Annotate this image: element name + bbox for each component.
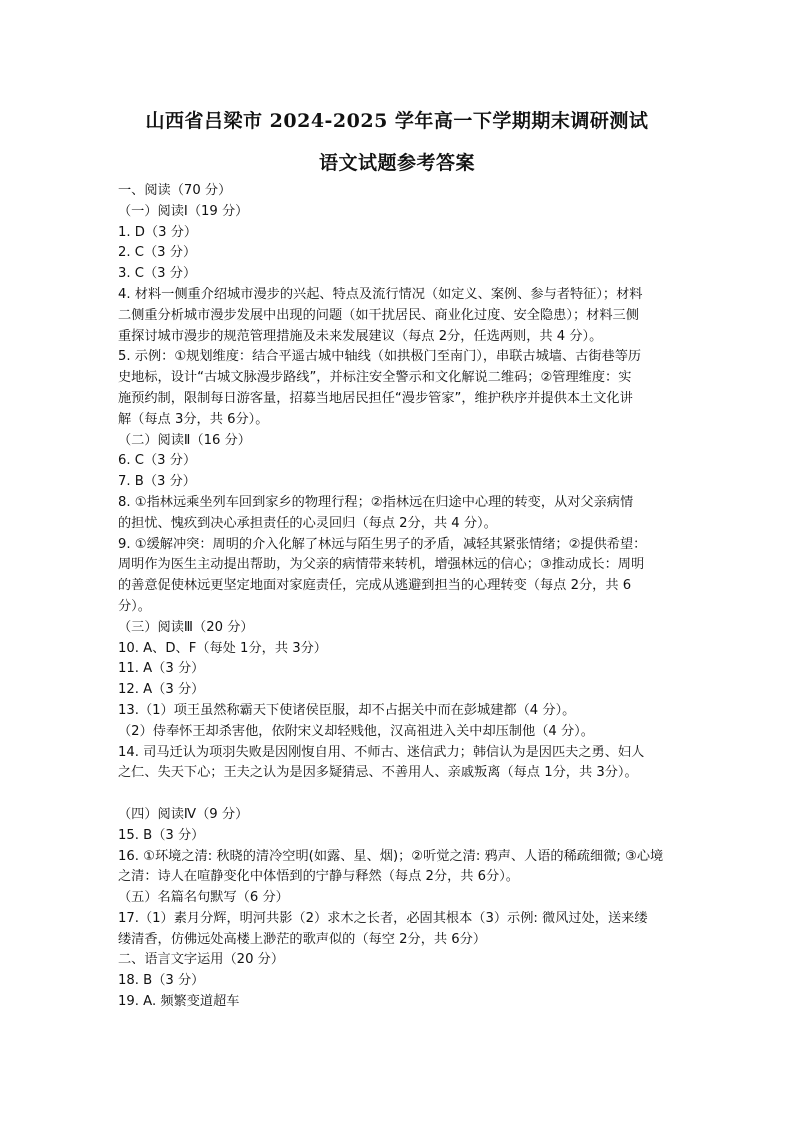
answer-paragraph [118,535,690,618]
answer-line: 12. A（3 分） [118,682,205,698]
answer-line: 2. C（3 分） [118,245,197,261]
answer-paragraph-line: 4. 材料一侧重介绍城市漫步的兴起、特点及流行情况（如定义、案例、参与者特征）；材料 [118,286,643,302]
answer-line: 3. C（3 分） [118,266,197,282]
answer-paragraph-line: 之清：诗人在喧静变化中体悟到的宁静与释然（每点 2分，共 6分）。 [118,869,519,885]
answer-line: （四）阅读Ⅳ（9 分） [118,806,249,822]
answer-paragraph [118,847,690,889]
answer-line: （一）阅读Ⅰ（19 分） [118,203,249,219]
answer-paragraph-line: 的担忧、愧疚到决心承担责任的心灵回归（每点 2分，共 4 分）。 [118,515,497,531]
answer-paragraph-line: 解（每点 3分，共 6分）。 [118,411,269,427]
answer-paragraph-line: 缕清香，仿佛远处高楼上渺茫的歌声似的（每空 2分，共 6分） [118,931,487,947]
answer-line: 19. A. 频繁变道超车 [118,994,240,1010]
answer-line: 7. B（3 分） [118,474,196,490]
answer-line: （2）侍奉怀王却杀害他，依附宋义却轻贱他，汉高祖进入关中却压制他（4 分）。 [118,723,594,739]
answer-paragraph [118,347,690,430]
answer-paragraph-line: 14. 司马迁认为项羽失败是因刚愎自用、不师古、迷信武力；韩信认为是因匹夫之勇、妇人 [118,744,645,760]
answer-line: （五）名篇名句默写（6 分） [118,890,289,906]
answer-paragraph-line: 5. 示例：①规划维度：结合平遥古城中轴线（如拱极门至南门），串联古城墙、古街巷等历 [118,349,642,365]
answer-content [118,181,690,1013]
answer-paragraph [118,909,690,951]
answer-line: 1. D（3 分） [118,224,198,240]
answer-paragraph-line: 二侧重分析城市漫步发展中出现的问题（如干扰居民、商业化过度、安全隐患）；材料三侧 [118,307,639,323]
answer-line: 11. A（3 分） [118,661,205,677]
answer-paragraph-line: 17.（1）素月分辉，明河共影（2）求木之长者，必固其根本（3）示例: 微风过处，送来缕 [118,910,648,926]
answer-paragraph-line: 周明作为医生主动提出帮助，为父亲的病情带来转机，增强林远的信心；③推动成长：周明 [118,557,645,573]
answer-paragraph [118,743,690,785]
answer-paragraph [118,493,690,535]
document-subtitle: 语文试题参考答案 [318,152,475,174]
answer-paragraph-line: 的善意促使林远更坚定地面对家庭责任，完成从逃避到担当的心理转变（每点 2分，共 6 [118,578,632,594]
document-title: 山西省吕梁市 2024-2025 学年高一下学期期末调研测试 [145,110,649,132]
answer-paragraph-line: 史地标，设计“古城文脉漫步路线”，并标注安全警示和文化解说二维码；②管理维度：实 [118,370,632,386]
answer-paragraph-line: 之仁、失天下心；王夫之认为是因多疑猜忌、不善用人、亲戚叛离（每点 1分，共 3分）。 [118,765,638,781]
answer-line: 6. C（3 分） [118,453,197,469]
answer-paragraph-line: 16. ①环境之清: 秋晓的清冷空明(如露、星、烟)；②听觉之清: 鸦声、人语的稀疏细微; ③心境 [118,848,664,864]
answer-line: 15. B（3 分） [118,827,205,843]
answer-line: 18. B（3 分） [118,973,205,989]
answer-paragraph-line: 分）。 [118,598,151,614]
answer-paragraph-line: 8. ①指林远乘坐列车回到家乡的物理行程；②指林远在归途中心理的转变，从对父亲病情 [118,494,634,510]
answer-line: （三）阅读Ⅲ（20 分） [118,619,254,635]
answer-line: 二、语言文字运用（20 分） [118,952,285,968]
answer-paragraph [118,285,690,347]
answer-line: （二）阅读Ⅱ（16 分） [118,432,251,448]
answer-paragraph-line: 9. ①缓解冲突：周明的介入化解了林远与陌生男子的矛盾，减轻其紧张情绪；②提供希望： [118,536,647,552]
answer-paragraph-line: 重探讨城市漫步的规范管理措施及未来发展建议（每点 2分，任选两则，共 4 分）。 [118,328,603,344]
answer-paragraph-line: 施预约制，限制每日游客量，招募当地居民担任“漫步管家”，维护秩序并提供本土文化讲 [118,390,633,406]
answer-line: 13.（1）项王虽然称霸天下使诸侯臣服，却不占据关中而在彭城建都（4 分）。 [118,702,576,718]
blank-line [118,784,690,805]
answer-line: 10. A、D、F（每处 1分，共 3分） [118,640,327,656]
answer-line: 一、阅读（70 分） [118,183,232,198]
